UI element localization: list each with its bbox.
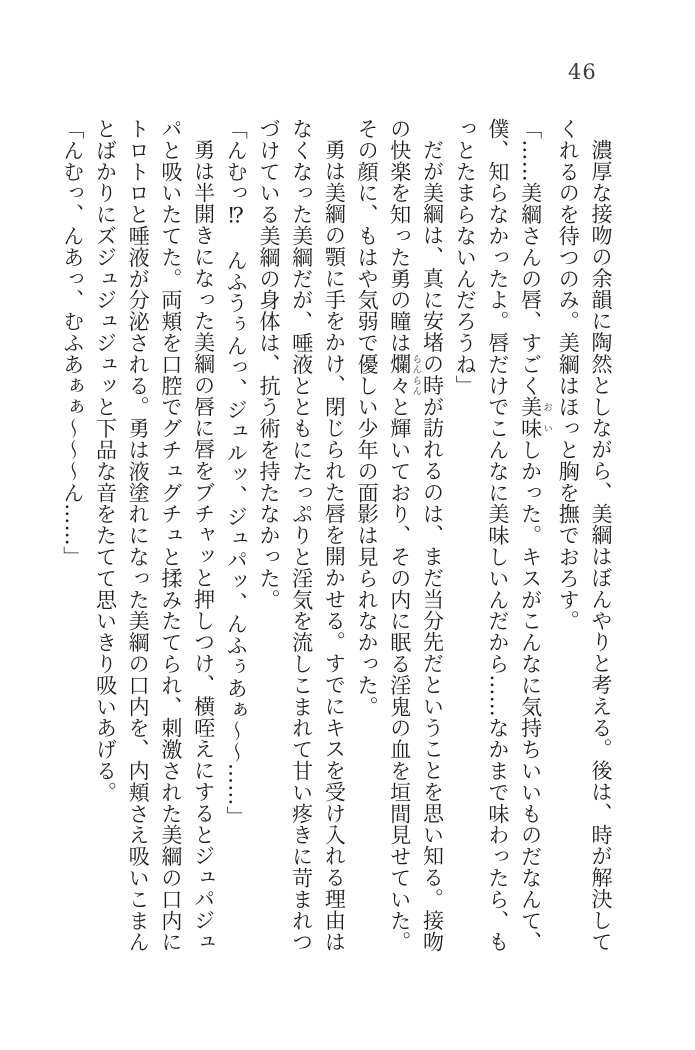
paragraph: 濃厚な接吻の余韻に陶然としながら、美綱はぼんやりと考える。後は、時が解決してくれるのを待つのみ。美綱はほっと胸を撫でおろす。: [556, 118, 613, 953]
paragraph: 勇は美綱の顎に手をかけ、閉じられた唇を開かせる。すでにキスを受け入れる理由はなくなった美綱だが、唾液とともにたっぷりと淫気を流しこまれて甘い疼きに苛まれつづけている美綱の身体は、抗う術を持たなかった。: [256, 118, 347, 953]
text-body: [60, 118, 617, 956]
paragraph: だが美綱は、真に安堵の時が訪れるのは、まだ当分先だということを思い知る。接吻の快楽を知った勇の瞳は爛々らんらんと輝いており、その内に眠る淫鬼の血を垣間見せていた。その顔に、もはや気弱で優しい少年の面影は見られなかった。: [355, 118, 445, 953]
paragraph: 「んむっ、んあっ、むふあぁぁ～～～ん……」: [60, 118, 85, 568]
page-number: 46: [568, 60, 597, 84]
paragraph: 「……美綱さんの唇、すごく美味おいしかった。キスがこんなに気持ちいいものだなんて、僕、知らなかったよ。唇だけでこんなに美味しいんだから……なかまで味わったら、もっとたまらないんだろうね」: [453, 118, 553, 953]
paragraph: 勇は半開きになった美綱の唇に唇をブチャッと押しつけ、横咥えにするとジュパジュパと吸いたてた。両頬を口腔でグチュグチュと揉みたてられ、刺激された美綱の口内にトロトロと唾液が分泌される。勇は液塗れになった美綱の口内を、内頬さえ吸いこまんとばかりにズジュジュジュッと下品な音をたてて思いきり吸いあげる。: [93, 118, 216, 953]
furigana-word: 爛々らんらん: [387, 353, 422, 397]
furigana-word: 美味おい: [518, 396, 553, 440]
paragraph: 「んむっ⁉ んふうぅんっ、ジュルッ、ジュパッ、んふぅあぁ～～……」: [224, 118, 249, 828]
